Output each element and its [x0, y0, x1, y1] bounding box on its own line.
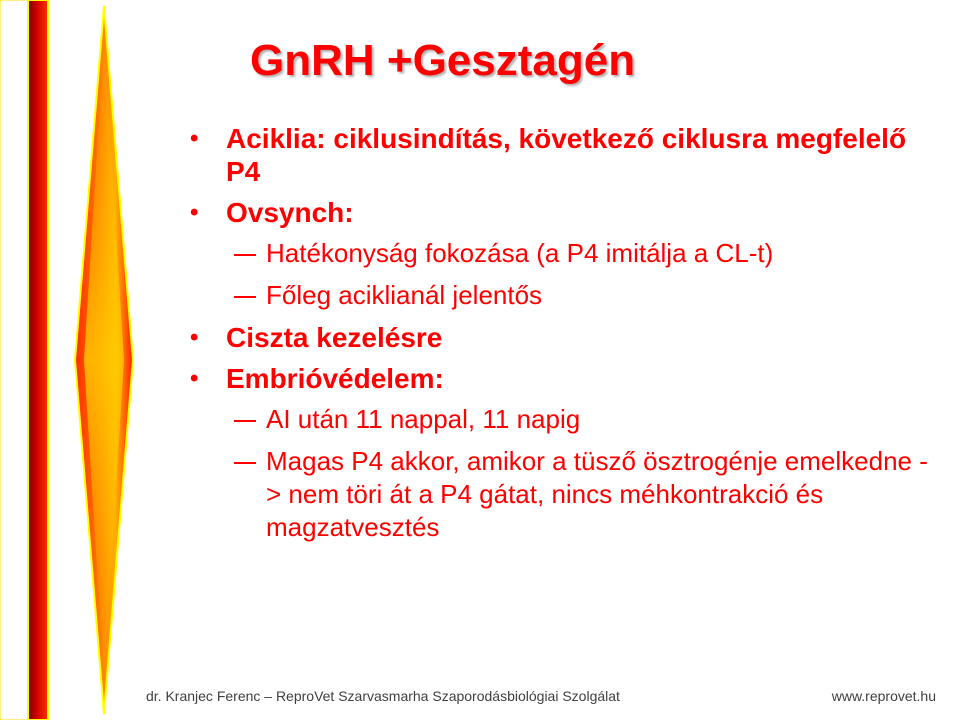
sub-bullet-foleg [190, 279, 930, 312]
bullet-dot-icon: • [190, 324, 199, 351]
sub-bullet-text: Magas P4 akkor, amikor a tüsző ösztrogénje emelkedne -> nem töri át a P4 gátat, nincs méhkontrakció és magzatvesztés [266, 446, 928, 542]
bullet-ciszta [190, 321, 930, 354]
sub-bullet-text: AI után 11 nappal, 11 napig [266, 404, 581, 434]
sub-bullet-text: Hatékonyság fokozása (a P4 imitálja a CL-t) [266, 238, 774, 268]
bullet-dot-icon: • [190, 199, 199, 226]
sub-bullet-ai-utan [190, 403, 930, 436]
bullet-list [190, 122, 930, 553]
bullet-ovsynch [190, 196, 930, 229]
bullet-text: Aciklia: ciklusindítás, következő ciklusra megfelelő P4 [226, 123, 907, 187]
slide-title: GnRH +Gesztagén [250, 36, 636, 85]
bullet-embriovedelem [190, 362, 930, 395]
bullet-text: Ciszta kezelésre [226, 322, 443, 353]
bullet-text: Embrióvédelem: [226, 363, 444, 394]
diamond-highlight [84, 40, 124, 680]
dash-icon [234, 462, 256, 464]
bullet-dot-icon: • [190, 365, 199, 392]
bullet-text: Ovsynch: [226, 197, 354, 228]
dash-icon [234, 296, 256, 298]
bullet-dot-icon: • [190, 125, 199, 152]
dash-icon [234, 254, 256, 256]
footer-website: www.reprovet.hu [831, 688, 936, 704]
sub-bullet-text: Főleg aciklianál jelentős [266, 280, 543, 310]
bullet-aciklia [190, 122, 930, 188]
sub-bullet-hatekonysag [190, 237, 930, 270]
footer-author: dr. Kranjec Ferenc – ReproVet Szarvasmarha Szaporodásbiológiai Szolgálat [146, 688, 620, 704]
left-edge-line [0, 0, 28, 720]
dash-icon [234, 420, 256, 422]
left-decoration [0, 0, 140, 720]
vertical-bar [28, 0, 48, 720]
sub-bullet-magas-p4 [190, 445, 930, 544]
